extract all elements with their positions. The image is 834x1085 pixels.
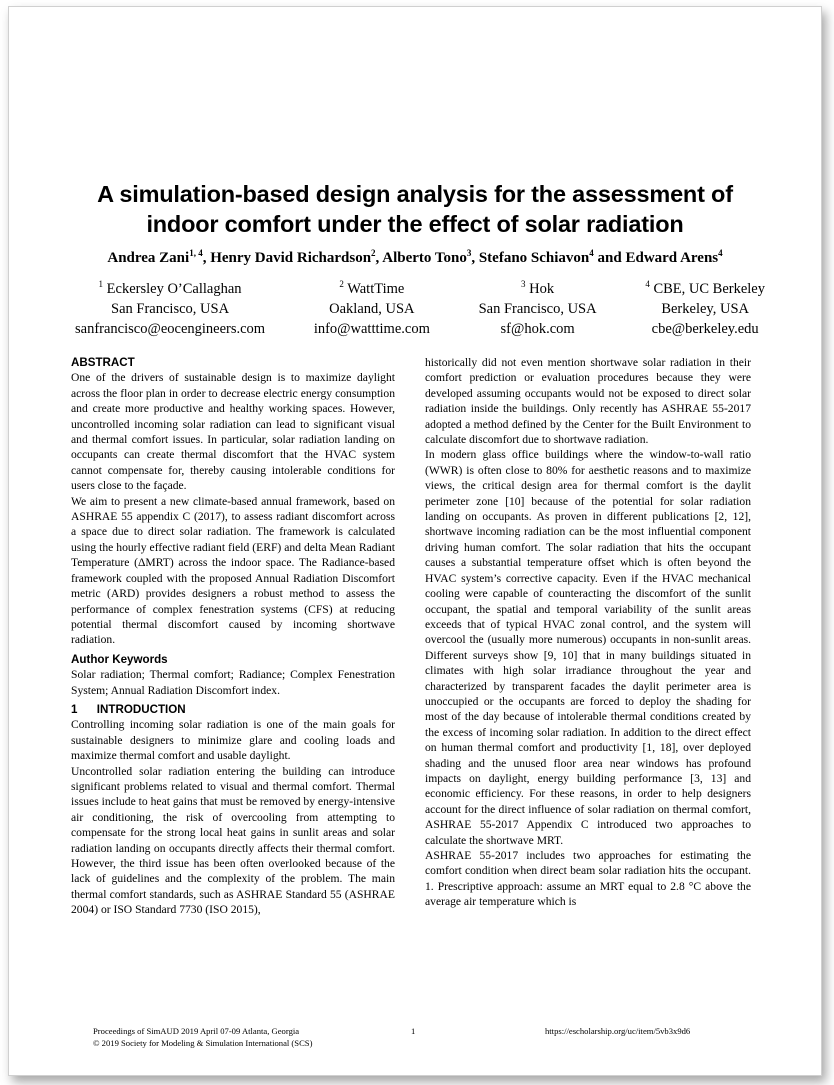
section-heading: Author Keywords — [71, 652, 168, 666]
affiliations — [75, 279, 765, 339]
paragraph: ASHRAE 55-2017 includes two approaches for estimating the comfort condition when direct beam solar radiation hits the occupant. 1. Prescriptive approach: assume an MRT equal to 2.8 °C above the average air temperature which is — [425, 849, 751, 909]
author: Edward Arens$^4$ — [625, 248, 723, 266]
footer-url[interactable]: https://escholarship.org/uc/item/5vb3x9d6 — [545, 1026, 691, 1036]
title-line-2: indoor comfort under the effect of solar radiation — [146, 211, 684, 237]
paper-title — [49, 179, 781, 239]
paragraph: We aim to present a new climate-based annual framework, based on ASHRAE 55 appendix C (2017), to assess radiant discomfort across a space due to direct solar radiation. The framework is calculated using the hourly effective radiant field (ERF) and delta Mean Radiant Temperature (ΔMRT) across the indoor space. The Radiance-based framework coupled with the proposed Annual Radiation Discomfort metric (ARD) provides designers a robust method to assess the performance of complex fenestration systems (CFS) at reducing potential thermal discomfort caused by incoming shortwave radiation. — [71, 494, 395, 647]
email-link[interactable]: sanfrancisco@eocengineers.com — [75, 321, 266, 337]
affiliation-3: $^3$ Hok San Francisco, USA sf@hok.com — [478, 279, 597, 337]
paragraph: One of the drivers of sustainable design is to maximize daylight across the floor plan in order to decrease electric energy consumption and create more productive and healthy working spaces. However, uncontrolled incoming solar radiation can lead to significant visual and thermal comfort issues. In particular, solar radiation landing on occupants can create thermal discomfort that the HVAC system cannot compensate for, thereby causing intolerable conditions for users close to the façade. — [71, 371, 395, 493]
paragraph: Uncontrolled solar radiation entering the building can introduce significant problems related to visual and thermal comfort. Thermal issues include to heat gains that must be removed by energy-intensive air conditioning, the risk of overcooling from attempting to compensate for the strong local heat gains in sunlit areas and solar radiation landing on occupants directly affects their thermal comfort. However, the third issue has been often overlooked because of the lack of guidelines and the complexity of the problem. The main thermal comfort standards, such as ASHRAE Standard 55 (ASHRAE 2004) or ISO Standard 7730 (ISO 2015), — [71, 764, 395, 917]
affiliation-1: $^1$ Eckersley O’Callaghan San Francisco, USA sanfrancisco@eocengineers.com — [75, 279, 266, 337]
footer-proceedings: Proceedings of SimAUD 2019 April 07-09 Atlanta, Georgia © 2019 Society for Modeling & Simulation International (SCS) — [93, 1026, 313, 1048]
author: Andrea Zani$^{1, 4}$, — [107, 248, 211, 266]
section-heading: 1 INTRODUCTION — [71, 702, 186, 716]
affiliation-2: $^2$ WattTime Oakland, USA info@watttime.com — [313, 279, 430, 337]
page-number: 1 — [411, 1026, 416, 1036]
affiliation-4: $^4$ CBE, UC Berkeley Berkeley, USA cbe@berkeley.edu — [645, 279, 765, 337]
paragraph: Solar radiation; Thermal comfort; Radiance; Complex Fenestration System; Annual Radiation Discomfort index. — [71, 668, 395, 697]
author: Stefano Schiavon$^4$ and — [478, 248, 626, 266]
title-line-1: A simulation-based design analysis for the assessment of — [97, 181, 733, 207]
author: Alberto Tono$^3$, — [382, 248, 479, 266]
paper-page — [8, 6, 822, 1076]
author: Henry David Richardson$^2$, — [210, 248, 383, 266]
left-column — [71, 355, 395, 918]
section-heading: ABSTRACT — [71, 356, 135, 369]
email-link[interactable]: info@watttime.com — [313, 321, 430, 337]
paragraph: In modern glass office buildings where the window-to-wall ratio (WWR) is often close to 80% for aesthetic reasons and to maximize views, the critical design area for thermal comfort is the daylit perimeter zone [10] because of the potential for solar radiation landing on occupants. As proven in different publications [2, 12], shortwave incoming radiation can be the most influential component driving human comfort. The solar radiation that hits the occupant causes a substantial temperature offset which is often beyond the HVAC system’s corrective capacity. Even if the HVAC mechanical cooling were capable of counteracting the discomfort of the sunlit occupant, the spatial and temporal variability of the sunlit areas exceeds that of typical HVAC zonal control, and the system will overcool the (usually more numerous) occupants in non-sunlit areas. Different surveys show [9, 10] that in many buildings situated in climates with high solar irradiance throughout the year and characterized by transparent facades the daylit perimeter area is unoccupied or the occupants are forced to deploy the shading for most of the day because of intolerable thermal conditions created by the excess of incoming solar radiation. In addition to the direct effect on human thermal comfort and productivity [1, 18], over deployed shading and the unused floor area near windows has profound impacts on daylight, energy building performance [3, 13] and economic efficiency. For these reasons, in order to help designers account for the direct influence of solar radiation on thermal comfort, ASHRAE 55-2017 Appendix C introduced two approaches to calculate the shortwave MRT. — [425, 448, 751, 847]
email-link[interactable]: cbe@berkeley.edu — [651, 321, 759, 337]
paragraph: Controlling incoming solar radiation is one of the main goals for sustainable designers to minimize glare and cooling loads and maximize thermal comfort and usable daylight. — [71, 718, 395, 763]
right-column — [425, 355, 751, 910]
paragraph: historically did not even mention shortwave solar radiation in their comfort prediction or evaluation procedures because they were developed assuming occupants would not be exposed to direct solar radiation inside the buildings. Only recently has ASHRAE 55-2017 adopted a method defined by the Center for the Built Environment to calculate discomfort due to shortwave radiation. — [425, 356, 751, 447]
email-link[interactable]: sf@hok.com — [500, 321, 575, 337]
author-list — [49, 250, 781, 267]
